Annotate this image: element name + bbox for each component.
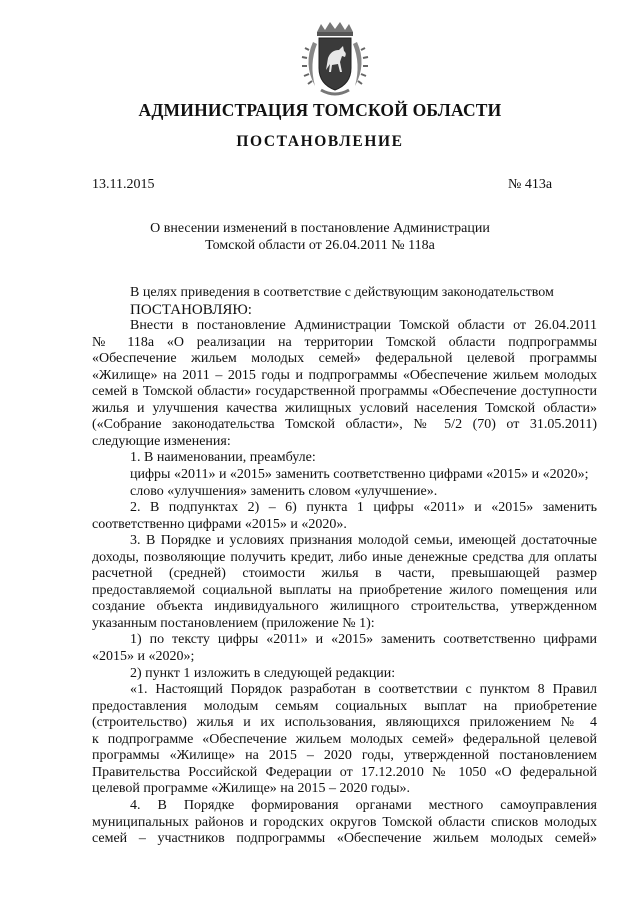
body-line: 1. В наименовании, преамбуле: [130,450,316,466]
document-type: ПОСТАНОВЛЕНИЕ [236,133,404,150]
body-line: Правительства Российской Федерации от 17.12.2010 № 1050 «О федеральной [92,764,597,780]
body-line: цифры «2011» и «2015» заменить соответственно цифрами «2015» и «2020»; [130,467,589,483]
document-date: 13.11.2015 [92,177,155,192]
body-line: № 118а «О реализации на территории Томской области подпрограммы [92,334,597,350]
body-line: программы «Жилище» на 2015 – 2020 годы, утвержденной постановлением [92,748,597,764]
document-subject [0,220,640,254]
body-line: семей в Томской области» государственной программы «Обеспечение доступности [92,384,597,400]
body-line: следующие изменения: [92,433,231,449]
body-line: муниципальных районов и городских округов Томской области списков молодых [92,814,597,830]
body-line: жилья и улучшения качества жилищных условий населения Томской области» [92,400,597,416]
subject-line: Томской области от 26.04.2011 № 118а [205,238,435,253]
body-line: «2015» и «2020»; [92,649,195,665]
body-line: расчетной (средней) стоимости жилья в части, превышающей размер [92,566,597,582]
body-line: («Собрание законодательства Томской области», № 5/2 (70) от 31.05.2011) [92,417,597,433]
body-line: Внести в постановление Администрации Томской области от 26.04.2011 [130,318,597,334]
document-body [92,285,597,848]
document-number: № 413а [508,177,553,192]
body-line: предоставления молодым семьям социальных выплат на приобретение [92,698,597,714]
body-line: семей – участников подпрограммы «Обеспечение жильем молодых семей» [92,831,597,847]
body-line: доходы, позволяющие получить кредит, либо иные денежные средства для оплаты [92,549,597,565]
body-line: ПОСТАНОВЛЯЮ: [130,301,252,318]
body-line: «Жилище» на 2011 – 2015 годы и подпрограммы «Обеспечение жильем молодых [92,367,597,383]
body-line: (строительство) жилья и их использования, являющихся приложением № 4 [92,715,597,731]
body-line: слово «улучшения» заменить словом «улучшение». [130,483,438,499]
body-line: 2) пункт 1 изложить в следующей редакции: [130,665,396,681]
body-line: В целях приведения в соответствие с действующим законодательством [130,285,554,300]
body-line: 4. В Порядке формирования органами местного самоуправления [130,797,597,813]
body-line: к подпрограмме «Обеспечение жильем молодых семей» федеральной целевой [92,731,597,747]
body-line: «1. Настоящий Порядок разработан в соответствии с пунктом 8 Правил [130,682,597,698]
organization-title: АДМИНИСТРАЦИЯ ТОМСКОЙ ОБЛАСТИ [138,100,502,120]
body-line: 3. В Порядке и условиях признания молодой семьи, имеющей достаточные [130,533,597,549]
tomsk-coat-of-arms-emblem [295,20,375,100]
body-line: предоставляемой социальной выплаты на приобретение жилого помещения или [92,582,597,598]
body-line: «Обеспечение жильем молодых семей» федеральной целевой программы [92,351,597,367]
body-line: указанным постановлением (приложение № 1): [92,615,375,631]
body-line: 1) по тексту цифры «2011» и «2015» заменить соответственно цифрами [130,632,597,648]
body-line: соответственно цифрами «2015» и «2020». [92,516,347,532]
body-line: создание объекта индивидуального жилищного строительства, утвержденном [92,599,597,615]
subject-line: О внесении изменений в постановление Администрации [150,221,490,236]
body-line: 2. В подпунктах 2) – 6) пункта 1 цифры «2011» и «2015» заменить [130,500,597,516]
body-line: целевой программе «Жилище» на 2015 – 2020 годы». [92,781,411,797]
